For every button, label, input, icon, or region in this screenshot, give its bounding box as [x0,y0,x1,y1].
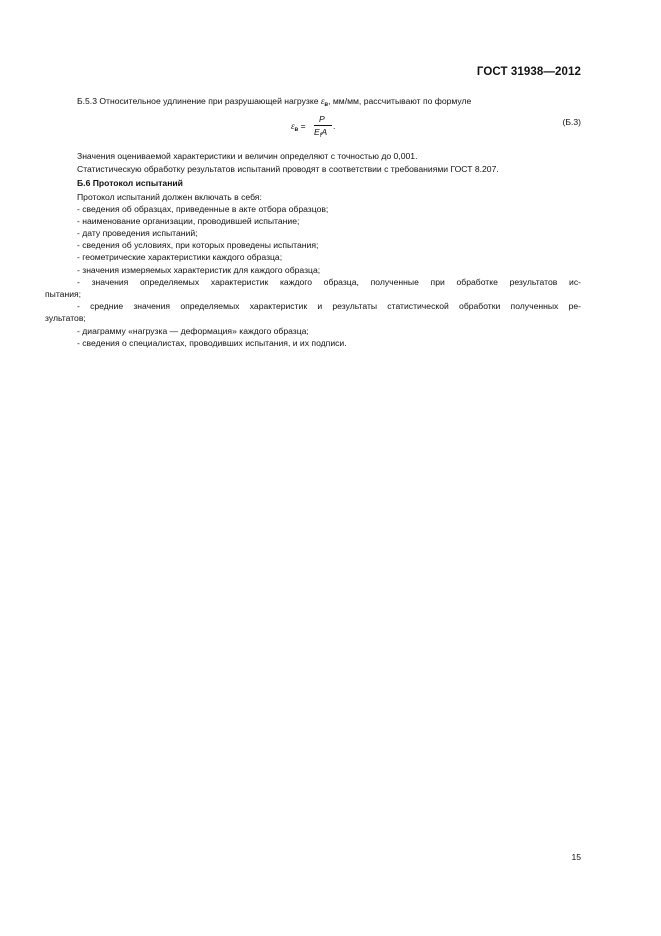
formula-equals: = [300,121,306,131]
paragraph-statistics: Статистическую обработку результатов испытаний проводят в соответствии с требованиями ГОСТ 8.207. [77,164,499,174]
clause-b53-text-after: , мм/мм, рассчитывают по формуле [328,96,472,106]
list-item: - диаграмму «нагрузка — деформация» каждого образца; [77,326,309,336]
list-item: - значения измеряемых характеристик для каждого образца; [77,265,321,275]
formula-numerator: P [319,114,325,124]
list-item: - геометрические характеристики каждого образца; [77,252,283,262]
section-b6-intro: Протокол испытаний должен включать в себя: [77,192,262,202]
list-item-long-line1: - значения определяемых характеристик каждого образца, полученные при обработке результатов ис- [77,277,581,287]
list-item-long-line2: пытания; [45,289,82,299]
epsilon-subscript: в [324,102,329,108]
epsilon-symbol: ε [320,96,325,106]
list-item-long-line1: - средние значения определяемых характеристик и результаты статистической обработки полученных ре- [77,301,581,311]
list-item: - сведения о специалистах, проводивших испытания, и их подписи. [77,338,347,348]
formula-b3 [291,113,351,141]
formula-trailing-dot: . [333,121,336,131]
list-item: - сведения об образцах, приведенные в акте отбора образцов; [77,204,329,214]
clause-b53 [77,96,471,111]
list-item: - дату проведения испытаний; [77,228,198,238]
formula-epsilon-subscript: в [294,127,299,133]
formula-denominator-a: A [321,127,328,137]
formula-epsilon: ε [291,121,295,131]
equation-number: (Б.3) [562,117,581,127]
paragraph-accuracy: Значения оцениваемой характеристики и величин определяют с точностью до 0,001. [77,151,418,161]
fraction-bar [314,125,332,126]
list-item: - наименование организации, проводившей испытание; [77,216,300,226]
page-number: 15 [571,852,581,862]
document-number: ГОСТ 31938—2012 [476,66,581,78]
formula-denominator-subscript: f [319,133,322,139]
list-item: - сведения об условиях, при которых проведены испытания; [77,240,319,250]
list-item-long-line2: зультатов; [45,313,86,323]
formula-denominator-e: E [314,127,320,137]
section-b6-heading: Б.6 Протокол испытаний [77,178,183,188]
formula-lhs [291,121,306,133]
clause-b53-text-before: Б.5.3 Относительное удлинение при разрушающей нагрузке [77,96,321,106]
formula-denominator [314,127,327,139]
